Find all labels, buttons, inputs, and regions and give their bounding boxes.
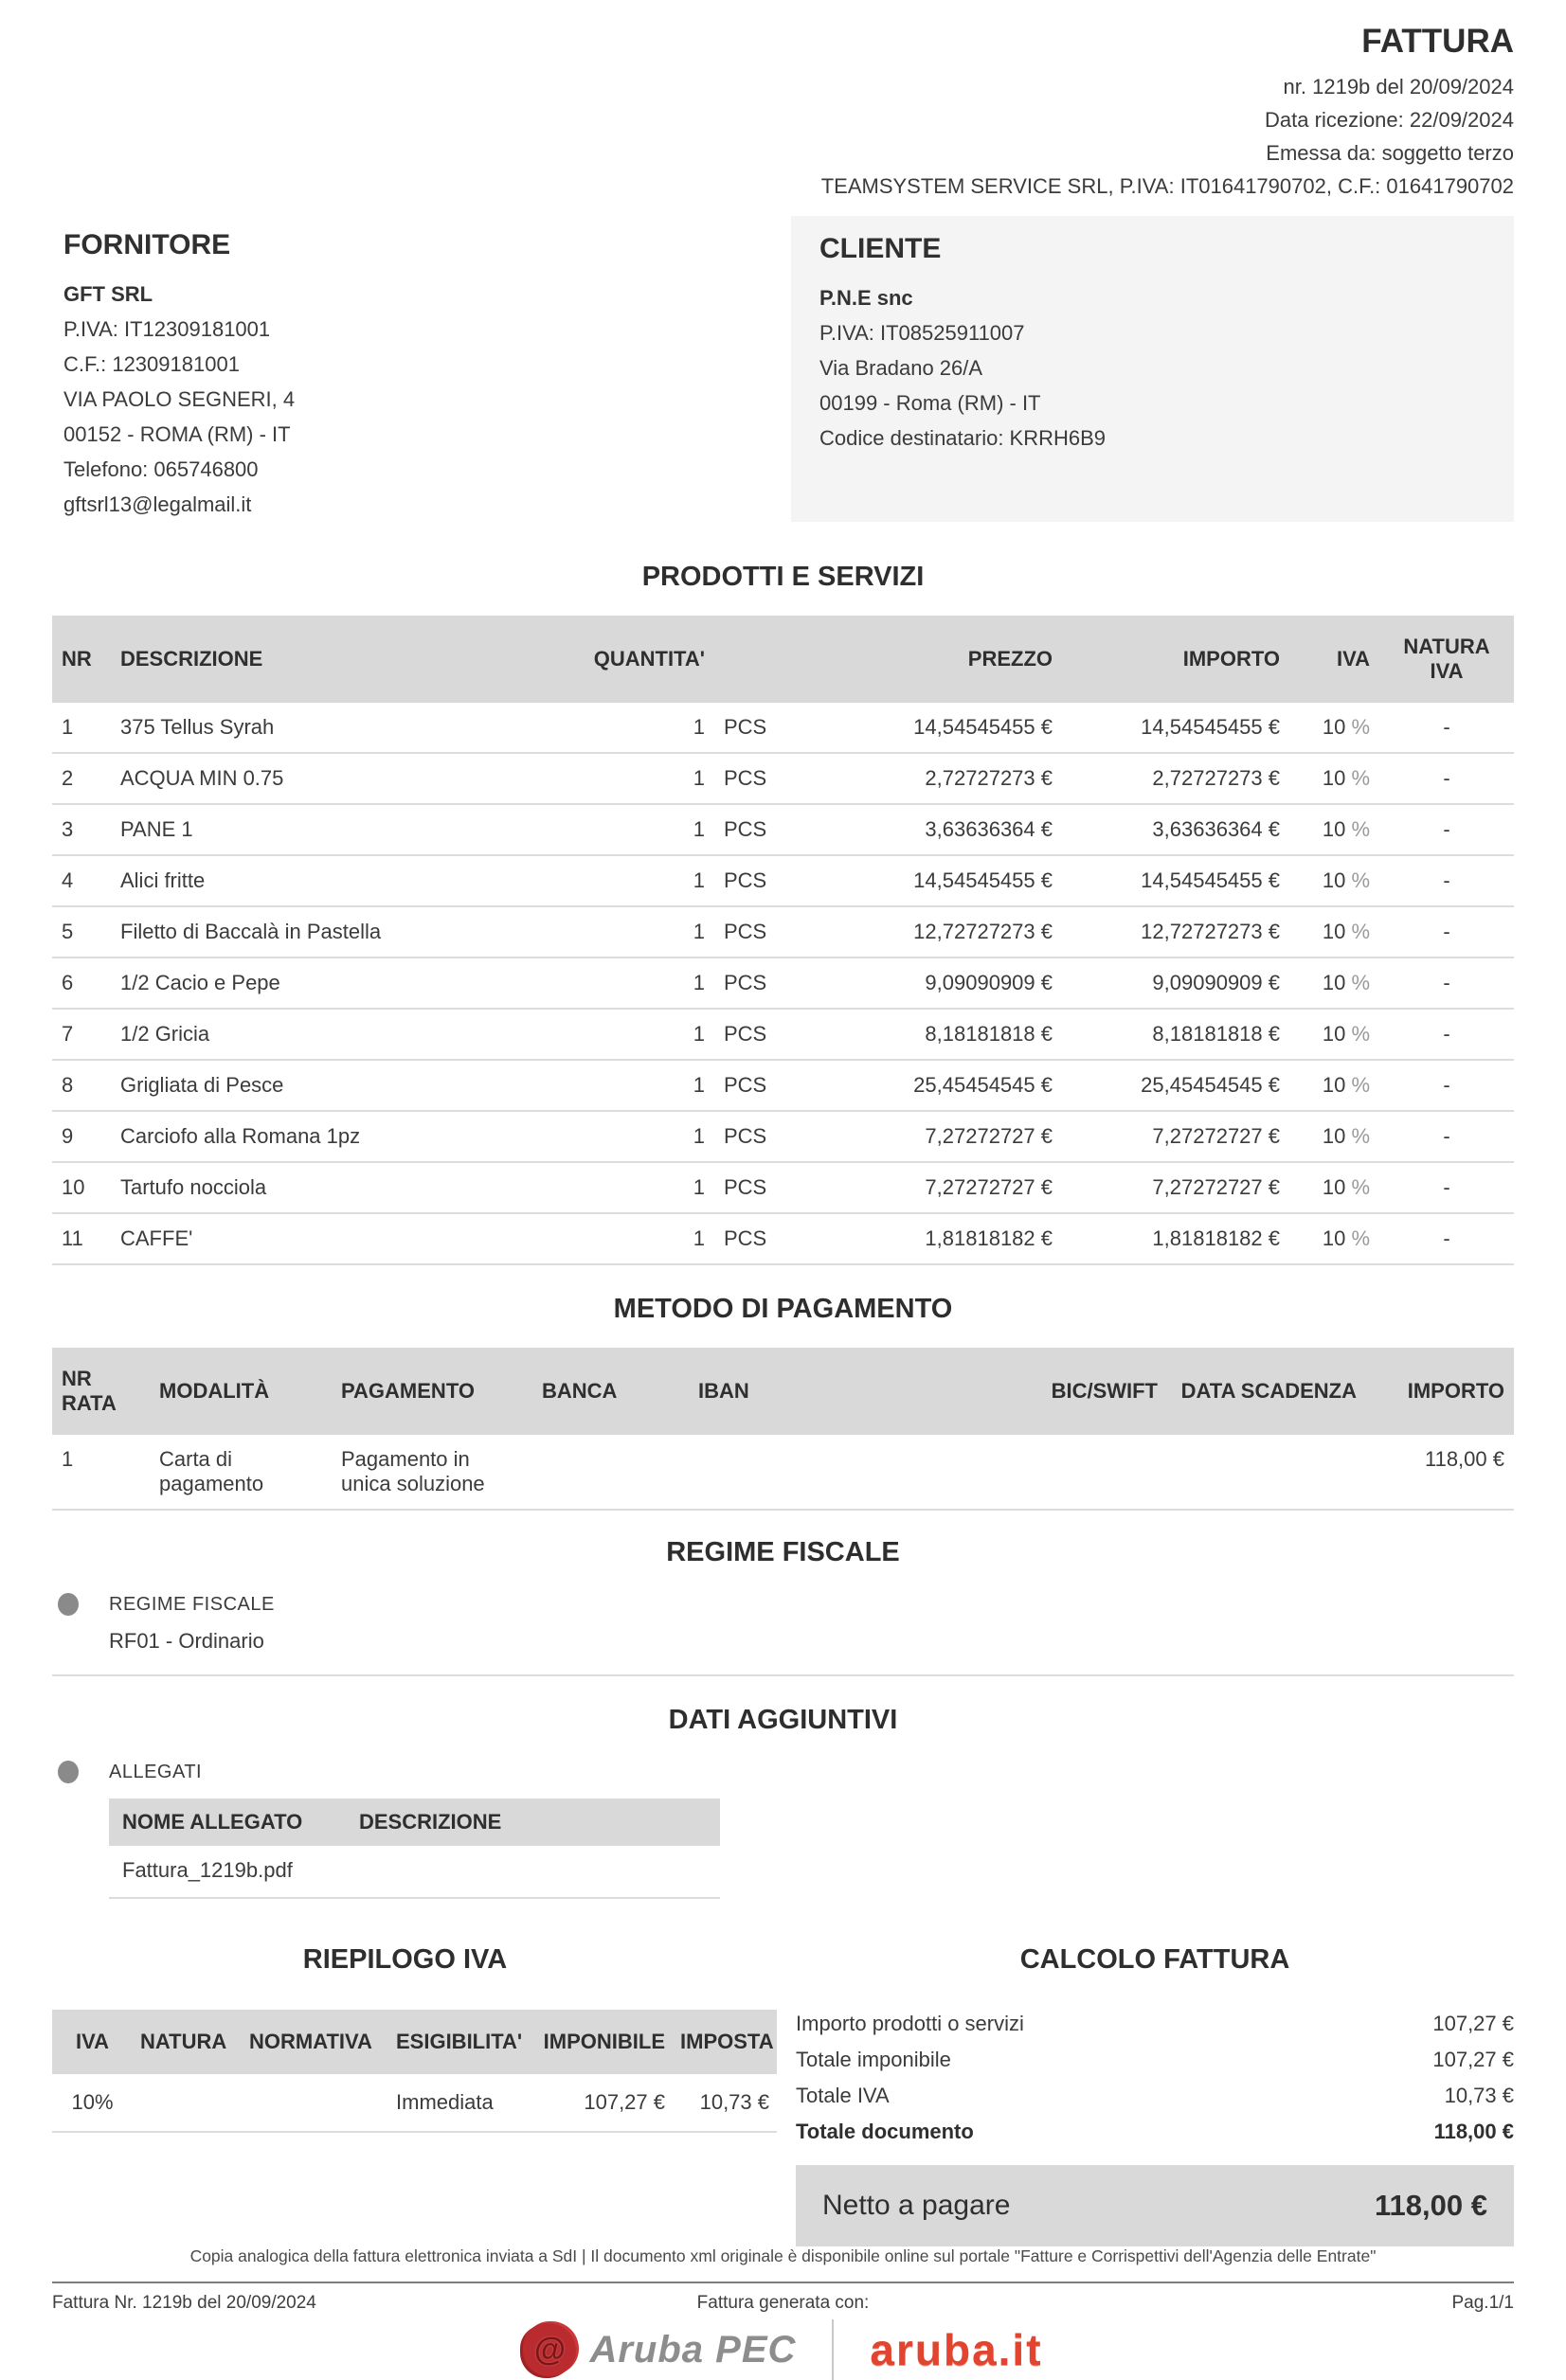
products-header-row bbox=[52, 616, 1514, 703]
col-header-prezzo: PREZZO bbox=[820, 616, 1062, 703]
calc-label: Importo prodotti o servizi bbox=[796, 2012, 1024, 2035]
product-amount: 1,81818182 € bbox=[1062, 1213, 1289, 1264]
attachments-bullet-row bbox=[52, 1761, 1514, 1783]
vat-imposta: 10,73 € bbox=[673, 2074, 777, 2132]
col-header-importo-pagamento: IMPORTO bbox=[1366, 1348, 1514, 1435]
invoice-calculation-rows bbox=[796, 2006, 1514, 2150]
product-amount: 25,45454545 € bbox=[1062, 1060, 1289, 1111]
col-header-importo: IMPORTO bbox=[1062, 616, 1289, 703]
vat-imponibile: 107,27 € bbox=[531, 2074, 673, 2132]
product-quantity: 1 bbox=[501, 1213, 714, 1264]
product-vat-nature: - bbox=[1379, 1162, 1514, 1213]
product-nr: 6 bbox=[52, 957, 111, 1009]
fiscal-regime-value: RF01 - Ordinario bbox=[109, 1629, 264, 1653]
aruba-pec-logo bbox=[523, 2323, 796, 2376]
product-amount: 9,09090909 € bbox=[1062, 957, 1289, 1009]
product-nr: 1 bbox=[52, 703, 111, 753]
col-header-descrizione-allegato: DESCRIZIONE bbox=[346, 1798, 720, 1846]
product-row bbox=[52, 855, 1514, 906]
bullet-icon bbox=[58, 1593, 79, 1616]
col-header-nr: NR bbox=[52, 616, 111, 703]
customer-city: 00199 - Roma (RM) - IT bbox=[819, 391, 1041, 415]
col-header-iban: IBAN bbox=[689, 1348, 1001, 1435]
footer-meta-row bbox=[52, 2283, 1514, 2314]
net-payable-box bbox=[796, 2165, 1514, 2246]
product-row bbox=[52, 804, 1514, 855]
product-vat: 10 % bbox=[1289, 1009, 1379, 1060]
supplier-email: gftsrl13@legalmail.it bbox=[63, 492, 252, 516]
calc-value: 107,27 € bbox=[1432, 2048, 1514, 2071]
product-quantity: 1 bbox=[501, 703, 714, 753]
col-header-nome-allegato: NOME ALLEGATO bbox=[109, 1798, 346, 1846]
vat-summary-table bbox=[52, 2010, 777, 2133]
product-price: 3,63636364 € bbox=[820, 804, 1062, 855]
product-nr: 2 bbox=[52, 753, 111, 804]
calc-label: Totale imponibile bbox=[796, 2048, 951, 2071]
product-quantity: 1 bbox=[501, 804, 714, 855]
calc-row-total bbox=[796, 2114, 1514, 2150]
product-quantity: 1 bbox=[501, 957, 714, 1009]
product-description: PANE 1 bbox=[111, 804, 501, 855]
document-header bbox=[52, 23, 1514, 203]
product-price: 1,81818182 € bbox=[820, 1213, 1062, 1264]
product-vat-nature: - bbox=[1379, 753, 1514, 804]
product-description: Alici fritte bbox=[111, 855, 501, 906]
products-section-title: PRODOTTI E SERVIZI bbox=[641, 562, 925, 592]
col-header-um bbox=[714, 616, 820, 703]
product-vat-nature: - bbox=[1379, 1111, 1514, 1162]
product-description: 375 Tellus Syrah bbox=[111, 703, 501, 753]
payment-section-title: METODO DI PAGAMENTO bbox=[613, 1294, 953, 1324]
bullet-icon bbox=[58, 1761, 79, 1783]
customer-heading: CLIENTE bbox=[819, 233, 942, 264]
product-vat: 10 % bbox=[1289, 1111, 1379, 1162]
product-quantity: 1 bbox=[501, 1009, 714, 1060]
product-amount: 14,54545455 € bbox=[1062, 703, 1289, 753]
vat-summary-row bbox=[52, 2074, 777, 2132]
supplier-name: GFT SRL bbox=[63, 282, 153, 306]
payment-importo: 118,00 € bbox=[1366, 1435, 1514, 1510]
invoice-number-line: nr. 1219b del 20/09/2024 bbox=[1283, 75, 1514, 98]
product-quantity: 1 bbox=[501, 1060, 714, 1111]
product-price: 12,72727273 € bbox=[820, 906, 1062, 957]
calc-label: Totale documento bbox=[796, 2120, 974, 2143]
net-payable-value: 118,00 € bbox=[1375, 2189, 1487, 2222]
product-vat-nature: - bbox=[1379, 1213, 1514, 1264]
product-unit: PCS bbox=[714, 1111, 820, 1162]
attachments-table bbox=[109, 1798, 720, 1899]
product-vat-nature: - bbox=[1379, 906, 1514, 957]
vat-rate: 10% bbox=[52, 2074, 133, 2132]
invoice-calculation-block bbox=[758, 1944, 1514, 2246]
product-description: Tartufo nocciola bbox=[111, 1162, 501, 1213]
payment-banca bbox=[532, 1435, 689, 1510]
product-vat: 10 % bbox=[1289, 957, 1379, 1009]
product-row bbox=[52, 1060, 1514, 1111]
divider bbox=[52, 1674, 1514, 1676]
product-row bbox=[52, 1111, 1514, 1162]
product-unit: PCS bbox=[714, 804, 820, 855]
calc-row bbox=[796, 2078, 1514, 2114]
product-amount: 8,18181818 € bbox=[1062, 1009, 1289, 1060]
aruba-pec-logo-text: Aruba PEC bbox=[589, 2328, 797, 2371]
product-nr: 10 bbox=[52, 1162, 111, 1213]
footer-disclaimer: Copia analogica della fattura elettronica inviata a SdI | Il documento xml originale è disponibile online sul portale "Fatture e Corrispettivi dell'Agenzia delle Entrate" bbox=[189, 2246, 1377, 2265]
col-header-banca: BANCA bbox=[532, 1348, 689, 1435]
product-amount: 3,63636364 € bbox=[1062, 804, 1289, 855]
product-amount: 7,27272727 € bbox=[1062, 1162, 1289, 1213]
col-header-natura-riepilogo: NATURA bbox=[133, 2010, 242, 2074]
product-description: 1/2 Gricia bbox=[111, 1009, 501, 1060]
payment-row bbox=[52, 1435, 1514, 1510]
document-title: FATTURA bbox=[1361, 23, 1514, 60]
footer-generated-with: Fattura generata con: bbox=[696, 2293, 870, 2313]
product-vat-nature: - bbox=[1379, 703, 1514, 753]
product-vat: 10 % bbox=[1289, 1060, 1379, 1111]
product-vat: 10 % bbox=[1289, 855, 1379, 906]
supplier-block bbox=[52, 216, 791, 522]
col-header-natura-iva: NATURA IVA bbox=[1379, 616, 1514, 703]
calc-value: 10,73 € bbox=[1444, 2084, 1514, 2107]
page-footer bbox=[52, 2246, 1514, 2380]
product-vat-nature: - bbox=[1379, 957, 1514, 1009]
col-header-normativa: NORMATIVA bbox=[242, 2010, 388, 2074]
product-description: Carciofo alla Romana 1pz bbox=[111, 1111, 501, 1162]
customer-block bbox=[791, 216, 1514, 522]
payment-table bbox=[52, 1348, 1514, 1511]
vat-summary-title: RIEPILOGO IVA bbox=[302, 1944, 508, 1975]
calc-value: 118,00 € bbox=[1433, 2120, 1514, 2143]
product-price: 7,27272727 € bbox=[820, 1111, 1062, 1162]
product-unit: PCS bbox=[714, 906, 820, 957]
vat-normativa bbox=[242, 2074, 388, 2132]
product-vat: 10 % bbox=[1289, 1162, 1379, 1213]
product-price: 2,72727273 € bbox=[820, 753, 1062, 804]
product-vat: 10 % bbox=[1289, 753, 1379, 804]
supplier-vat: P.IVA: IT12309181001 bbox=[63, 317, 271, 341]
vat-summary-block bbox=[52, 1944, 774, 2133]
fiscal-regime-title: REGIME FISCALE bbox=[666, 1537, 900, 1567]
issued-by-line: Emessa da: soggetto terzo bbox=[1266, 141, 1514, 165]
payment-section bbox=[52, 1294, 1514, 1511]
product-row bbox=[52, 1162, 1514, 1213]
product-unit: PCS bbox=[714, 957, 820, 1009]
product-description: 1/2 Cacio e Pepe bbox=[111, 957, 501, 1009]
invoice-calculation-title: CALCOLO FATTURA bbox=[1019, 1944, 1290, 1975]
col-header-bic: BIC/SWIFT bbox=[1001, 1348, 1167, 1435]
attachment-description bbox=[346, 1846, 720, 1898]
product-description: ACQUA MIN 0.75 bbox=[111, 753, 501, 804]
product-row bbox=[52, 753, 1514, 804]
net-payable-label: Netto a pagare bbox=[822, 2190, 1011, 2221]
fiscal-regime-label: REGIME FISCALE bbox=[109, 1593, 275, 1615]
product-unit: PCS bbox=[714, 1213, 820, 1264]
intermediary-line: TEAMSYSTEM SERVICE SRL, P.IVA: IT01641790702, C.F.: 01641790702 bbox=[820, 174, 1514, 198]
product-quantity: 1 bbox=[501, 753, 714, 804]
product-nr: 11 bbox=[52, 1213, 111, 1264]
product-description: Filetto di Baccalà in Pastella bbox=[111, 906, 501, 957]
product-description: CAFFE' bbox=[111, 1213, 501, 1264]
footer-logos bbox=[52, 2319, 1514, 2380]
additional-data-title: DATI AGGIUNTIVI bbox=[668, 1705, 898, 1735]
product-unit: PCS bbox=[714, 1009, 820, 1060]
vat-nature bbox=[133, 2074, 242, 2132]
product-nr: 5 bbox=[52, 906, 111, 957]
product-row bbox=[52, 703, 1514, 753]
attachments-label: ALLEGATI bbox=[109, 1761, 203, 1782]
product-unit: PCS bbox=[714, 703, 820, 753]
product-vat-nature: - bbox=[1379, 804, 1514, 855]
customer-vat: P.IVA: IT08525911007 bbox=[819, 321, 1025, 345]
supplier-address: VIA PAOLO SEGNERI, 4 bbox=[63, 387, 296, 411]
product-nr: 9 bbox=[52, 1111, 111, 1162]
payment-scadenza bbox=[1167, 1435, 1366, 1510]
product-amount: 14,54545455 € bbox=[1062, 855, 1289, 906]
summary-section bbox=[52, 1944, 1514, 2246]
supplier-fiscal-code: C.F.: 12309181001 bbox=[63, 352, 240, 376]
customer-name: P.N.E snc bbox=[819, 286, 913, 310]
product-amount: 12,72727273 € bbox=[1062, 906, 1289, 957]
product-vat-nature: - bbox=[1379, 1060, 1514, 1111]
vat-summary-header-row bbox=[52, 2010, 777, 2074]
product-quantity: 1 bbox=[501, 906, 714, 957]
product-price: 14,54545455 € bbox=[820, 855, 1062, 906]
vat-esigibilita: Immediata bbox=[388, 2074, 531, 2132]
col-header-imponibile: IMPONIBILE bbox=[531, 2010, 673, 2074]
product-unit: PCS bbox=[714, 753, 820, 804]
product-vat: 10 % bbox=[1289, 1213, 1379, 1264]
payment-bic bbox=[1001, 1435, 1167, 1510]
product-vat-nature: - bbox=[1379, 1009, 1514, 1060]
payment-iban bbox=[689, 1435, 1001, 1510]
product-amount: 2,72727273 € bbox=[1062, 753, 1289, 804]
aruba-it-logo: aruba.it bbox=[870, 2325, 1043, 2374]
calc-value: 107,27 € bbox=[1432, 2012, 1514, 2035]
product-row bbox=[52, 1213, 1514, 1264]
product-price: 25,45454545 € bbox=[820, 1060, 1062, 1111]
col-header-esigibilita: ESIGIBILITA' bbox=[388, 2010, 531, 2074]
col-header-iva-riepilogo: IVA bbox=[52, 2010, 133, 2074]
payment-pagamento: Pagamento in unica soluzione bbox=[332, 1435, 532, 1510]
attachments-header-row bbox=[109, 1798, 720, 1846]
product-vat: 10 % bbox=[1289, 703, 1379, 753]
col-header-iva: IVA bbox=[1289, 616, 1379, 703]
product-unit: PCS bbox=[714, 855, 820, 906]
payment-modalita: Carta di pagamento bbox=[150, 1435, 332, 1510]
product-quantity: 1 bbox=[501, 855, 714, 906]
product-row bbox=[52, 957, 1514, 1009]
products-section bbox=[52, 562, 1514, 1265]
product-vat: 10 % bbox=[1289, 906, 1379, 957]
col-header-quantita: QUANTITA' bbox=[501, 616, 714, 703]
calc-row bbox=[796, 2042, 1514, 2078]
col-header-imposta: IMPOSTA bbox=[673, 2010, 777, 2074]
fiscal-regime-bullet-row bbox=[52, 1593, 1514, 1616]
product-unit: PCS bbox=[714, 1162, 820, 1213]
product-unit: PCS bbox=[714, 1060, 820, 1111]
customer-address: Via Bradano 26/A bbox=[819, 356, 983, 380]
product-quantity: 1 bbox=[501, 1162, 714, 1213]
col-header-nr-rata: NR RATA bbox=[52, 1348, 150, 1435]
customer-destination-code: Codice destinatario: KRRH6B9 bbox=[819, 426, 1107, 450]
products-table bbox=[52, 616, 1514, 1265]
product-row bbox=[52, 1009, 1514, 1060]
product-quantity: 1 bbox=[501, 1111, 714, 1162]
product-description: Grigliata di Pesce bbox=[111, 1060, 501, 1111]
payment-nr-rata: 1 bbox=[52, 1435, 150, 1510]
supplier-heading: FORNITORE bbox=[63, 229, 231, 260]
product-price: 9,09090909 € bbox=[820, 957, 1062, 1009]
product-amount: 7,27272727 € bbox=[1062, 1111, 1289, 1162]
parties-section bbox=[52, 216, 1514, 522]
fiscal-regime-section bbox=[52, 1537, 1514, 1676]
product-nr: 7 bbox=[52, 1009, 111, 1060]
product-vat-nature: - bbox=[1379, 855, 1514, 906]
product-row bbox=[52, 906, 1514, 957]
product-vat: 10 % bbox=[1289, 804, 1379, 855]
attachment-row bbox=[109, 1846, 720, 1898]
col-header-pagamento: PAGAMENTO bbox=[332, 1348, 532, 1435]
product-price: 7,27272727 € bbox=[820, 1162, 1062, 1213]
footer-invoice-ref: Fattura Nr. 1219b del 20/09/2024 bbox=[52, 2293, 316, 2313]
calc-row bbox=[796, 2006, 1514, 2042]
attachment-name: Fattura_1219b.pdf bbox=[109, 1846, 346, 1898]
supplier-phone: Telefono: 065746800 bbox=[63, 457, 259, 481]
footer-page-number: Pag.1/1 bbox=[1451, 2293, 1514, 2313]
receipt-date-line: Data ricezione: 22/09/2024 bbox=[1265, 108, 1514, 132]
col-header-modalita: MODALITÀ bbox=[150, 1348, 332, 1435]
payment-header-row bbox=[52, 1348, 1514, 1435]
products-table-body bbox=[52, 703, 1514, 1264]
logo-divider bbox=[832, 2319, 834, 2380]
product-nr: 8 bbox=[52, 1060, 111, 1111]
product-price: 14,54545455 € bbox=[820, 703, 1062, 753]
supplier-city: 00152 - ROMA (RM) - IT bbox=[63, 422, 291, 446]
calc-label: Totale IVA bbox=[796, 2084, 890, 2107]
additional-data-section bbox=[52, 1705, 1514, 1899]
wax-seal-at-icon: @ bbox=[523, 2323, 576, 2376]
product-price: 8,18181818 € bbox=[820, 1009, 1062, 1060]
product-nr: 4 bbox=[52, 855, 111, 906]
col-header-scadenza: DATA SCADENZA bbox=[1167, 1348, 1366, 1435]
col-header-descrizione: DESCRIZIONE bbox=[111, 616, 501, 703]
product-nr: 3 bbox=[52, 804, 111, 855]
